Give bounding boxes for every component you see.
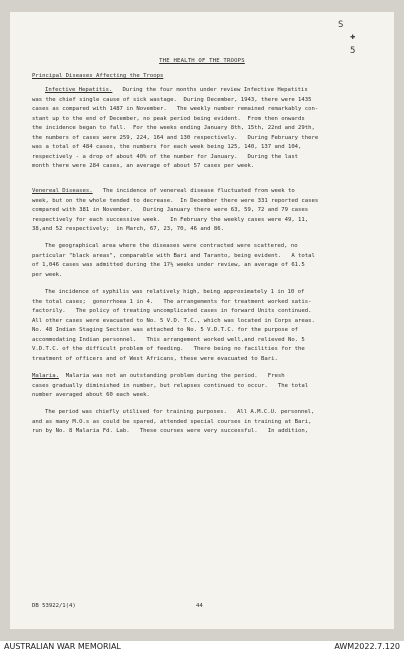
page-number: 44 (196, 603, 203, 609)
text-line: stant up to the end of December, no peak period being evident. From then onwards (32, 115, 305, 122)
text-line: and as many M.O.s as could be spared, attended special courses in training at Bari, (32, 418, 312, 425)
corner-mark-letter: S (338, 20, 344, 30)
text-line: 38,and 52 respectively; in March, 67, 23, 70, 46 and 86. (32, 226, 224, 232)
text-line (32, 86, 374, 96)
text-line: the numbers of cases were 259, 224, 164 and 130 respectively. During February there (32, 134, 319, 141)
text-line: of 1,046 cases was admitted during the 17½ weeks under review, an average of 61.5 (32, 262, 305, 268)
paragraph-heading: Malaria. (32, 373, 59, 379)
text-line: respectively for each successive week. In February the weekly cases were 49, 11, (32, 216, 309, 223)
text-line: The incidence of syphilis was relatively high, being approximately 1 in 10 of (45, 289, 305, 295)
text-line: particular "black areas", comparable with Bari and Taranto, being evident. A total (32, 252, 315, 259)
text-line-content: The incidence of venereal disease fluctuated from week to (102, 188, 295, 194)
text-line: per week. (32, 271, 63, 278)
corner-mark-number: 5 (350, 46, 356, 56)
paragraph-heading: Infective Hepatitis. (45, 87, 113, 93)
text-line: The period was chiefly utilised for training purposes. All A.M.C.U. personnel, (45, 409, 315, 415)
text-line: number averaged about 60 each week. (32, 392, 150, 398)
section-heading: Principal Diseases Affecting the Troops (32, 73, 164, 79)
paragraph-venereal-diseases (32, 187, 374, 235)
text-line: month there were 284 cases, an average of about 57 cases per week. (32, 163, 255, 169)
text-line: the total cases; gonorrhoea 1 in 4. The arrangements for treatment worked satis- (32, 298, 312, 305)
paragraph-malaria (32, 372, 374, 401)
text-line: cases gradually diminished in number, but relapses continued to occur. The total (32, 382, 309, 389)
paragraph-heading: Venereal Diseases. (32, 188, 93, 194)
text-line: V.D.T.C. of the difficult problem of feeding. There being no facilities for the (32, 346, 305, 352)
document-title: THE HEALTH OF THE TROOPS (159, 58, 245, 64)
text-line: run by No. 8 Malaria Fd. Lab. These courses were very successful. In addition, (32, 428, 309, 434)
paragraph-infective-hepatitis (32, 86, 374, 172)
document-page (10, 12, 394, 629)
text-line: treatment of officers and of West Africans, these were evacuated to Bari. (32, 355, 278, 362)
text-line-content: During the four months under review Infective Hepatitis (122, 87, 308, 93)
text-line: respectively - a drop of about 40% of the number for January. During the last (32, 153, 299, 160)
text-line: All other cases were evacuated to No. 5 V.D. T.C., which was located in Corps areas. (32, 317, 315, 324)
text-line: The geographical area where the diseases were contracted were scattered, no (45, 243, 298, 249)
paragraph-training (32, 408, 374, 437)
archive-item-id: AWM2022.7.120 (334, 642, 400, 651)
text-line: week, but on the whole tended to decrease. In December there were 331 reported cases (32, 197, 319, 204)
text-line: compared with 381 in November. During January there were 63, 59, 72 and 79 cases (32, 207, 309, 213)
paragraph-syphilis (32, 288, 374, 364)
text-line: factorily. The policy of treating uncomplicated cases in forward Units continued. (32, 308, 312, 314)
paragraph-geographical-area (32, 242, 374, 280)
text-line: the incidence began to fall. For the weeks ending January 8th, 15th, 22nd and 29th, (32, 125, 315, 131)
archive-caption-bar (0, 641, 404, 653)
text-line (32, 187, 374, 197)
archive-name: AUSTRALIAN WAR MEMORIAL (4, 642, 121, 651)
text-line: No. 48 Indian Staging Section was attached to No. 5 V.D.T.C. for the purpose of (32, 327, 299, 333)
document-reference: DB 53922/1(4) (32, 603, 76, 609)
text-line: accommodating Indian personnel. This arrangement worked well,and relieved No. 5 (32, 336, 305, 343)
text-line-content: Malaria was not an outstanding problem during the period. Fresh (65, 373, 285, 379)
text-line: was the chief single cause of sick wastage. During December, 1943, there were 1435 (32, 96, 312, 103)
text-line: cases as compared with 1487 in November. The weekly number remained remarkably con- (32, 106, 319, 112)
text-line (32, 372, 374, 382)
corner-mark-cross: ✚ (350, 32, 356, 42)
text-line: was a total of 484 cases, the numbers for each week being 125, 140, 137 and 104, (32, 144, 302, 150)
